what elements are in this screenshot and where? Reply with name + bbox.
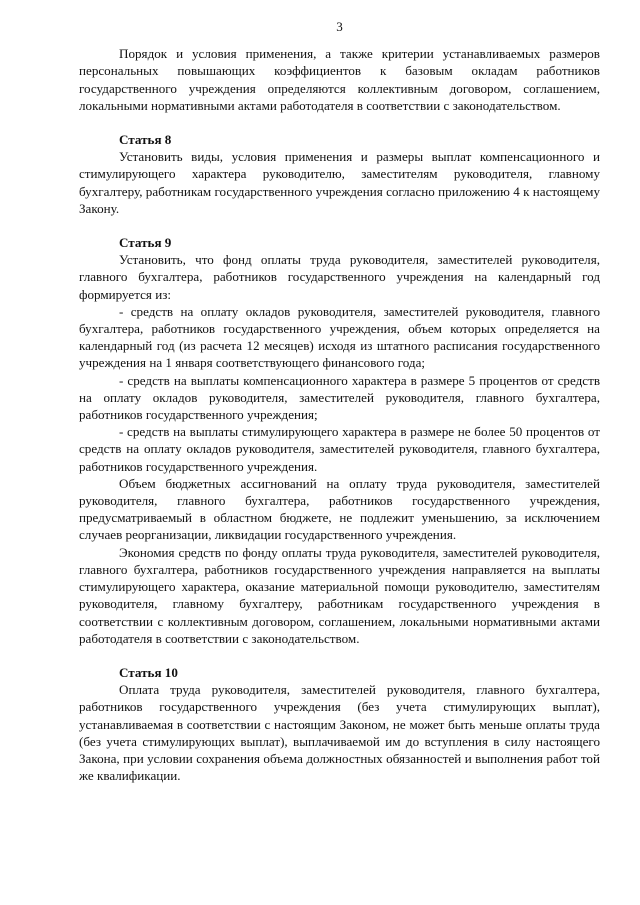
- intro-paragraph: Порядок и условия применения, а также критерии устанавливаемых размеров персональных повышающих коэффициентов к базовым окладам работников государственного учреждения определяются коллективным договором, соглашением, локальными нормативными актами работодателя в соответствии с законодательством.: [79, 46, 600, 113]
- article-9-list-item: - средств на оплату окладов руководителя, заместителей руководителя, главного бухгалтера, работников государственного учреждения, объем которых определяется на календарный год (из расчета 12 месяцев) исходя из штатного расписания государственного учреждения на 1 января соответствующего финансового года;: [79, 303, 600, 371]
- article-9-list-item: - средств на выплаты компенсационного характера в размере 5 процентов от средств на оплату окладов руководителя, заместителей руководителя, главного бухгалтера, работников государственного учреждения;: [79, 372, 600, 423]
- article-10-heading: Статья 10: [119, 664, 178, 680]
- article-9-paragraph: Объем бюджетных ассигнований на оплату труда руководителя, заместителей руководителя, главного бухгалтера, работников государственного учреждения, предусматриваемый в областном бюджете, не подлежит уменьшению, за исключением случаев реорганизации, ликвидации государственного учреждения.: [79, 475, 600, 543]
- article-9-list-item: - средств на выплаты стимулирующего характера в размере не более 50 процентов от средств на оплату окладов руководителя, заместителей руководителя, главного бухгалтера, работников государственного учреждения.: [79, 424, 600, 474]
- article-9-heading: Статья 9: [119, 235, 172, 251]
- article-9-paragraph: Установить, что фонд оплаты труда руководителя, заместителей руководителя, главного бухгалтера, работников государственного учреждения на календарный год формируется из:: [79, 252, 600, 302]
- article-8-text: Установить виды, условия применения и размеры выплат компенсационного и стимулирующего характера руководителю, заместителям руководителя, главному бухгалтеру, работникам государственного учреждения согласно приложению 4 к настоящему Закону.: [79, 149, 600, 216]
- article-9-paragraph: Экономия средств по фонду оплаты труда руководителя, заместителей руководителя, главного бухгалтера, работников государственного учреждения направляется на выплаты стимулирующего характера, оказание материальной помощи руководителю, заместителям руководителя, главному бухгалтеру, работникам государственного учреждения в соответствии с коллективным договором, соглашением, локальными нормативными актами работодателя в соответствии с законодательством.: [79, 544, 600, 646]
- article-10-text: Оплата труда руководителя, заместителей руководителя, главного бухгалтера, работников государственного учреждения (без учета стимулирующих выплат), устанавливаемая в соответствии с настоящим Законом, не может быть меньше оплаты труда (без учета стимулирующих выплат), выплачиваемой им до вступления в силу настоящего Закона, при условии сохранения объема должностных обязанностей и выполнения работ той же квалификации.: [79, 682, 600, 784]
- page-number: 3: [336, 19, 343, 34]
- article-8-heading: Статья 8: [119, 132, 172, 148]
